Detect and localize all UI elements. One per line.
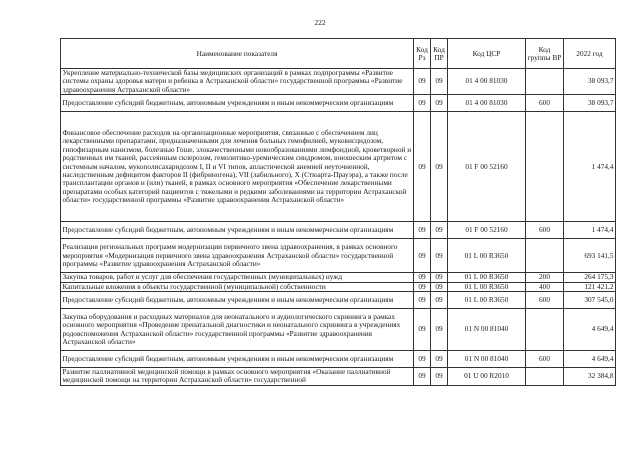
row-amount: 38 093,7	[564, 69, 616, 95]
row-csr: 01 L 00 R3650	[448, 273, 526, 282]
row-rz: 09	[414, 273, 431, 282]
row-name: Предоставление субсидий бюджетным, автономным учреждениям и иным некоммерческим организациям	[61, 222, 414, 239]
row-vr: 600	[526, 222, 564, 239]
row-amount: 1 474,4	[564, 222, 616, 239]
row-pr: 09	[431, 351, 448, 368]
row-name: Закупка товаров, работ и услуг для обеспечения государственных (муниципальных) нужд	[61, 273, 414, 282]
header-rz: Код Рз	[414, 39, 431, 69]
row-amount: 32 384,8	[564, 368, 616, 386]
row-csr: 01 N 00 81040	[448, 351, 526, 368]
table-row	[61, 222, 616, 239]
row-pr: 09	[431, 368, 448, 386]
row-vr	[526, 368, 564, 386]
row-vr	[526, 112, 564, 222]
row-name: Развитие паллиативной медицинской помощи в рамках основного мероприятия «Оказание паллиативной медицинской помощи на территории Астраханской области» государственной	[61, 368, 414, 386]
header-year: 2022 год	[564, 39, 616, 69]
row-rz: 09	[414, 69, 431, 95]
row-amount: 4 649,4	[564, 309, 616, 351]
row-pr: 09	[431, 282, 448, 291]
row-rz: 09	[414, 222, 431, 239]
header-name: Наименование показателя	[61, 39, 414, 69]
row-csr: 01 F 00 52160	[448, 112, 526, 222]
row-pr: 09	[431, 292, 448, 309]
row-amount: 307 545,0	[564, 292, 616, 309]
row-rz: 09	[414, 368, 431, 386]
page-number: 222	[314, 18, 326, 27]
row-csr: 01 F 00 52160	[448, 222, 526, 239]
table-row	[61, 351, 616, 368]
header-vr: Код группы ВР	[526, 39, 564, 69]
row-amount: 693 141,5	[564, 239, 616, 273]
row-csr: 01 4 00 81030	[448, 95, 526, 112]
table-row	[61, 282, 616, 291]
row-vr: 400	[526, 282, 564, 291]
row-csr: 01 L 00 R3650	[448, 282, 526, 291]
row-vr: 600	[526, 95, 564, 112]
row-name: Закупка оборудования и расходных материалов для неонатального и аудиологического скрининга в рамках основного мероприятия «Проведение пренатальной диагностики и неонатального скрининга в учреждениях родовспоможения Астраханской области» государственной программы «Развитие здравоохранения Астраханской области»	[61, 309, 414, 351]
row-name: Капитальные вложения в объекты государственной (муниципальной) собственности	[61, 282, 414, 291]
table-row	[61, 112, 616, 222]
budget-table	[60, 38, 616, 386]
row-csr: 01 4 00 81030	[448, 69, 526, 95]
row-name: Финансовое обеспечение расходов на организационные мероприятия, связанные с обеспечением лиц лекарственными препаратами, предназначенными для лечения больных гемофилией, муковисцидозом, гипофизарным нанизмом, болезнью Гоше, злокачественными новообразованиями лимфоидной, кроветворной и родственных им тканей, рассеянным склерозом, гемолитико-уремическим синдромом, юношеским артритом с системным началом, мукополисахаридозом I, II и VI типов, апластической анемией неуточненной, наследственным дефицитом факторов II (фибриногена), VII (лабильного), X (Стюарта-Прауэра), а также после трансплантации органов и (или) тканей, в рамках основного мероприятия «Обеспечение лекарственными препаратами особых категорий пациентов с тяжелыми и редкими заболеваниями на территории Астраханской области» государственной программы «Развитие здравоохранения Астраханской области»	[61, 112, 414, 222]
row-amount: 1 474,4	[564, 112, 616, 222]
row-pr: 09	[431, 273, 448, 282]
table-header-row	[61, 39, 616, 69]
row-vr	[526, 239, 564, 273]
row-rz: 09	[414, 282, 431, 291]
row-vr: 600	[526, 292, 564, 309]
row-rz: 09	[414, 309, 431, 351]
row-pr: 09	[431, 112, 448, 222]
row-csr: 01 L 00 R3650	[448, 292, 526, 309]
row-pr: 09	[431, 222, 448, 239]
row-csr: 01 L 00 R3650	[448, 239, 526, 273]
row-pr: 09	[431, 95, 448, 112]
row-csr: 01 U 00 R2010	[448, 368, 526, 386]
row-name: Укрепление материально-технической базы медицинских организаций в рамках подпрограммы «Развитие системы охраны здоровья матери и ребенка в Астраханской области» государственной программы «Развитие здравоохранения Астраханской области»	[61, 69, 414, 95]
table-row	[61, 69, 616, 95]
row-name: Предоставление субсидий бюджетным, автономным учреждениям и иным некоммерческим организациям	[61, 351, 414, 368]
row-pr: 09	[431, 69, 448, 95]
row-csr: 01 N 00 81040	[448, 309, 526, 351]
table-row	[61, 273, 616, 282]
row-name: Предоставление субсидий бюджетным, автономным учреждениям и иным некоммерческим организациям	[61, 292, 414, 309]
header-csr: Код ЦСР	[448, 39, 526, 69]
row-amount: 264 175,3	[564, 273, 616, 282]
row-pr: 09	[431, 239, 448, 273]
row-amount: 121 421,2	[564, 282, 616, 291]
row-amount: 38 093,7	[564, 95, 616, 112]
row-vr: 600	[526, 351, 564, 368]
row-rz: 09	[414, 112, 431, 222]
row-name: Реализация региональных программ модернизации первичного звена здравоохранения, в рамках основного мероприятия «Модернизация первичного звена здравоохранения Астраханской области» государственной программы «Развитие здравоохранения Астраханской области»	[61, 239, 414, 273]
table-row	[61, 239, 616, 273]
row-pr: 09	[431, 309, 448, 351]
table-row	[61, 95, 616, 112]
table-row	[61, 309, 616, 351]
row-amount: 4 649,4	[564, 351, 616, 368]
header-pr: Код ПР	[431, 39, 448, 69]
row-vr	[526, 309, 564, 351]
row-rz: 09	[414, 95, 431, 112]
row-rz: 09	[414, 292, 431, 309]
row-name: Предоставление субсидий бюджетным, автономным учреждениям и иным некоммерческим организациям	[61, 95, 414, 112]
row-rz: 09	[414, 351, 431, 368]
row-vr: 200	[526, 273, 564, 282]
table-row	[61, 368, 616, 386]
row-vr	[526, 69, 564, 95]
table-row	[61, 292, 616, 309]
row-rz: 09	[414, 239, 431, 273]
